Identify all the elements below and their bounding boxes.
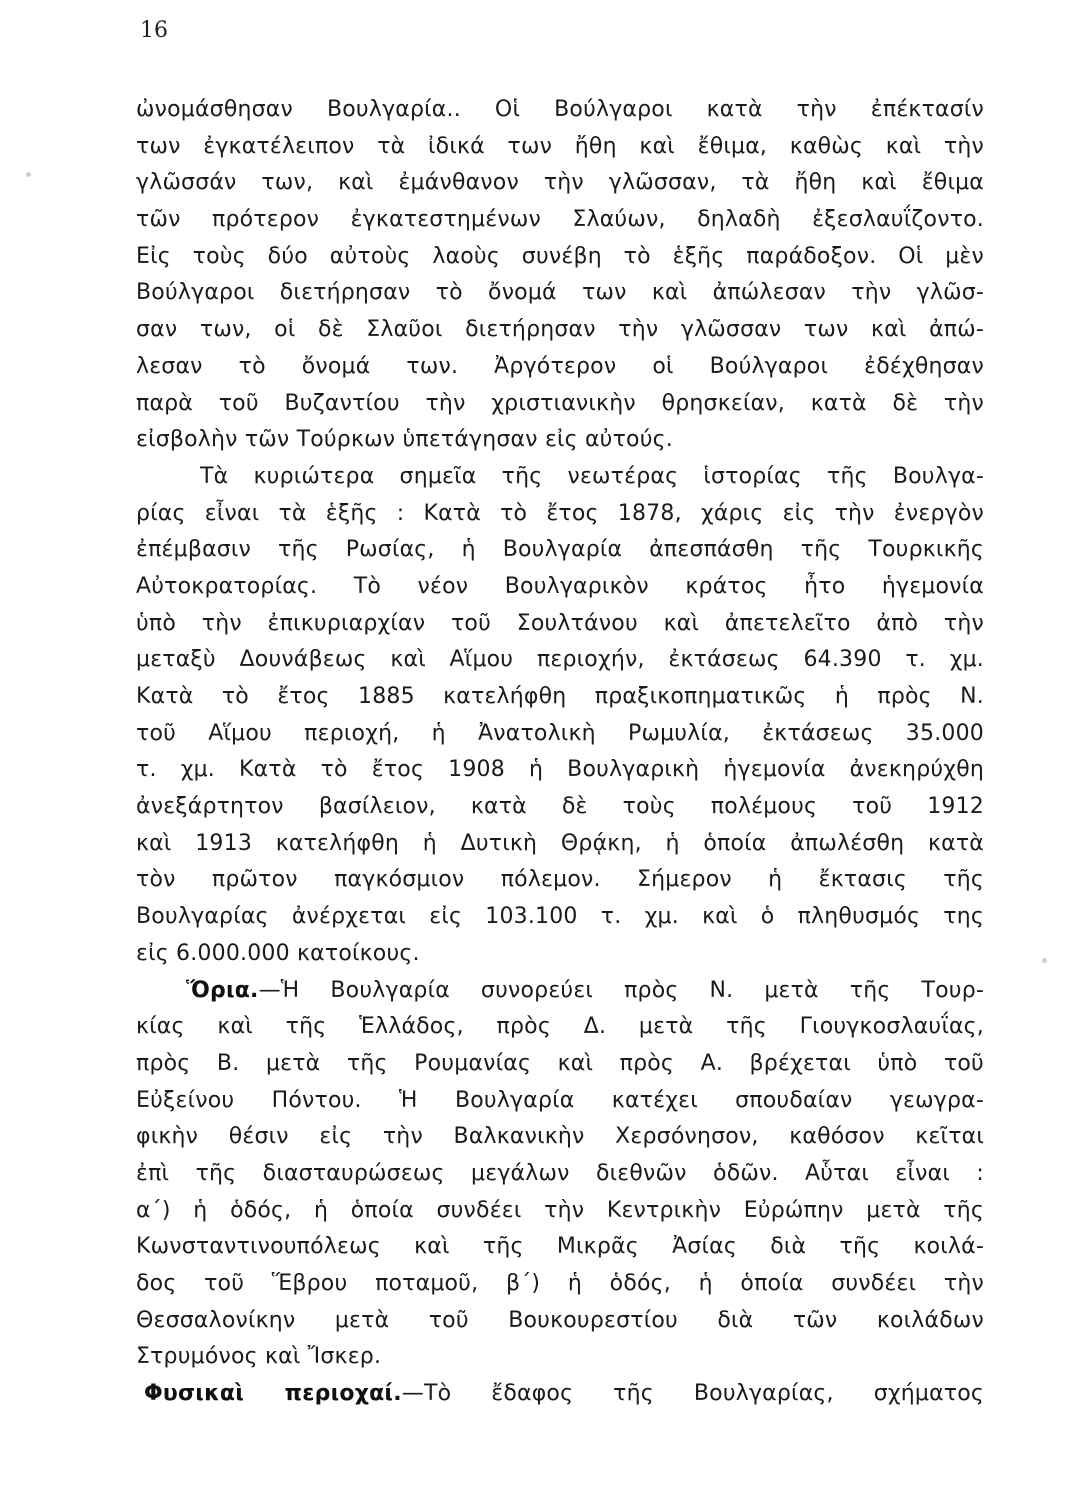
text-line: Εὐξείνου Πόντου. Ἡ Βουλγαρία κατέχει σπουδαίαν γεωγρα-: [136, 1087, 984, 1113]
page-number: 16: [140, 18, 168, 43]
body-text: [136, 92, 984, 1413]
text-line: Αὐτοκρατορίας. Τὸ νέον Βουλγαρικὸν κράτος ἦτο ἡγεμονία: [136, 573, 984, 599]
text-line: Εἰς τοὺς δύο αὐτοὺς λαοὺς συνέβη τὸ ἑξῆς παράδοξον. Οἱ μὲν: [136, 243, 984, 269]
scan-speck: [26, 172, 31, 177]
text-line: μεταξὺ Δουνάβεως καὶ Αἵμου περιοχήν, ἐκτάσεως 64.390 τ. χμ.: [136, 647, 984, 673]
text-line: φικὴν θέσιν εἰς τὴν Βαλκανικὴν Χερσόνησον, καθόσον κεῖται: [136, 1124, 984, 1150]
text-line: ἐπέμβασιν τῆς Ρωσίας, ἡ Βουλγαρία ἀπεσπάσθη τῆς Τουρκικῆς: [136, 537, 984, 563]
text-line: λεσαν τὸ ὄνομά των. Ἀργότερον οἱ Βούλγαροι ἐδέχθησαν: [136, 353, 984, 379]
text-line: παρὰ τοῦ Βυζαντίου τὴν χριστιανικὴν θρησκείαν, κατὰ δὲ τὴν: [136, 390, 984, 416]
text-line: Βούλγαροι διετήρησαν τὸ ὄνομά των καὶ ἀπώλεσαν τὴν γλῶσ-: [136, 280, 984, 306]
text-line: ρίας εἶναι τὰ ἑξῆς : Κατὰ τὸ ἔτος 1878, χάρις εἰς τὴν ἐνεργὸν: [136, 500, 984, 526]
text-line: —Τὸ ἔδαφος τῆς Βουλγαρίας, σχήματος: [401, 1381, 985, 1407]
text-line: πρὸς Β. μετὰ τῆς Ρουμανίας καὶ πρὸς Α. βρέχεται ὑπὸ τοῦ: [136, 1050, 984, 1076]
text-line: καὶ 1913 κατελήφθη ἡ Δυτικὴ Θρᾴκη, ἡ ὁποία ἀπωλέσθη κατὰ: [136, 830, 984, 856]
text-line: τὸν πρῶτον παγκόσμιον πόλεμον. Σήμερον ἡ ἔκτασις τῆς: [136, 867, 984, 893]
text-line: ἀνεξάρτητον βασίλειον, κατὰ δὲ τοὺς πολέμους τοῦ 1912: [136, 794, 984, 820]
text-line: τοῦ Αἵμου περιοχή, ἡ Ἀνατολικὴ Ρωμυλία, ἐκτάσεως 35.000: [136, 720, 984, 746]
heading-physical-regions: Φυσικαὶ περιοχαί.: [144, 1381, 402, 1407]
text-line: κίας καὶ τῆς Ἑλλάδος, πρὸς Δ. μετὰ τῆς Γιουγκοσλαυΐας,: [136, 1014, 984, 1040]
scan-speck: [1042, 958, 1047, 963]
text-line: —Ἡ Βουλγαρία συνορεύει πρὸς Ν. μετὰ τῆς Τουρ-: [258, 977, 984, 1003]
text-line: Κατὰ τὸ ἔτος 1885 κατελήφθη πραξικοπηματικῶς ἡ πρὸς Ν.: [136, 684, 984, 709]
text-line: δος τοῦ Ἕβρου ποταμοῦ, β΄) ἡ ὁδός, ἡ ὁποία συνδέει τὴν: [136, 1271, 984, 1296]
text-line: Βουλγαρίας ἀνέρχεται εἰς 103.100 τ. χμ. καὶ ὁ πληθυσμός της: [136, 904, 984, 930]
text-line: εἰς 6.000.000 κατοίκους.: [136, 940, 420, 966]
heading-borders: Ὅρια.: [186, 977, 259, 1003]
text-line: τ. χμ. Κατὰ τὸ ἔτος 1908 ἡ Βουλγαρικὴ ἡγεμονία ἀνεκηρύχθη: [136, 757, 984, 783]
text-line: α΄) ἡ ὁδός, ἡ ὁποία συνδέει τὴν Κεντρικὴν Εὐρώπην μετὰ τῆς: [136, 1197, 984, 1223]
section-line-borders: [136, 973, 984, 1010]
text-line: των ἐγκατέλειπον τὰ ἰδικά των ἤθη καὶ ἔθιμα, καθὼς καὶ τὴν: [136, 133, 984, 159]
text-line: Στρυμόνος καὶ Ἴσκερ.: [136, 1344, 382, 1370]
text-line: Τὰ κυριώτερα σημεῖα τῆς νεωτέρας ἱστορίας τῆς Βουλγα-: [200, 463, 984, 489]
text-line: τῶν πρότερον ἐγκατεστημένων Σλαύων, δηλαδὴ ἐξεσλαυΐζοντο.: [136, 207, 984, 233]
text-line: ὠνομάσθησαν Βουλγαρία.. Οἱ Βούλγαροι κατὰ τὴν ἐπέκτασίν: [136, 97, 984, 122]
text-line: εἰσβολὴν τῶν Τούρκων ὑπετάγησαν εἰς αὐτούς.: [136, 427, 673, 453]
text-line: ἐπὶ τῆς διασταυρώσεως μεγάλων διεθνῶν ὁδῶν. Αὗται εἶναι :: [136, 1160, 984, 1186]
text-line: ὑπὸ τὴν ἐπικυριαρχίαν τοῦ Σουλτάνου καὶ ἀπετελεῖτο ἀπὸ τὴν: [136, 610, 984, 636]
text-line: γλῶσσάν των, καὶ ἐμάνθανον τὴν γλῶσσαν, τὰ ἤθη καὶ ἔθιμα: [136, 170, 984, 196]
text-line: Θεσσαλονίκην μετὰ τοῦ Βουκουρεστίου διὰ τῶν κοιλάδων: [136, 1307, 984, 1333]
text-line: σαν των, οἱ δὲ Σλαῦοι διετήρησαν τὴν γλῶσσαν των καὶ ἀπώ-: [136, 317, 984, 343]
text-line: Κωνσταντινουπόλεως καὶ τῆς Μικρᾶς Ἀσίας διὰ τῆς κοιλά-: [136, 1234, 984, 1260]
section-line-physical-regions: [136, 1376, 984, 1413]
